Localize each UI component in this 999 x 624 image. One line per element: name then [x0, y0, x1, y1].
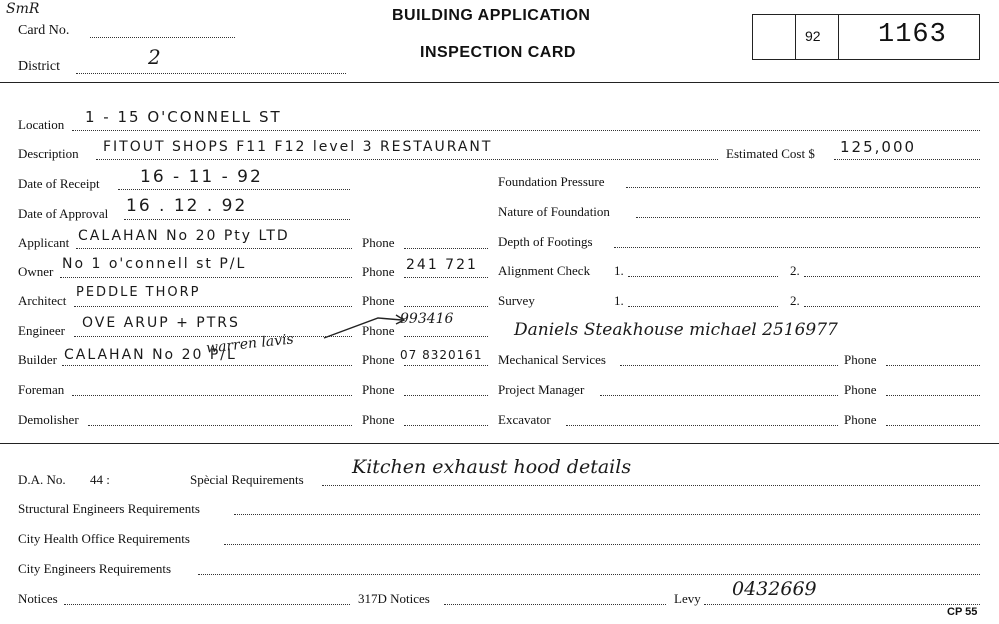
estimated-cost-label: Estimated Cost $: [726, 146, 815, 161]
engineer-line: [74, 336, 352, 337]
foundation-pressure-line: [626, 187, 980, 188]
mechanical-services-line: [620, 365, 838, 366]
owner-phone-value: 241 721: [406, 257, 478, 273]
date-of-approval-label: Date of Approval: [18, 206, 109, 221]
notices-317d-label: 317D Notices: [358, 591, 430, 606]
owner-phone-line: [404, 277, 488, 278]
box-number: 1163: [878, 20, 947, 50]
owner-phone-label: Phone: [362, 264, 395, 279]
levy-label: Levy: [674, 591, 701, 606]
builder-phone-line: [404, 365, 488, 366]
mechanical-services-label: Mechanical Services: [498, 352, 606, 367]
location-value: 1 - 15 O'CONNELL ST: [85, 108, 282, 126]
date-of-receipt-value: 16 - 11 - 92: [140, 167, 263, 187]
alignment-check-2-line: [804, 276, 980, 277]
project-manager-label: Project Manager: [498, 382, 585, 397]
notices-line: [64, 604, 350, 605]
box-divider-2: [838, 14, 839, 59]
demolisher-line: [88, 425, 352, 426]
owner-line: [60, 277, 352, 278]
box-divider-1: [795, 14, 796, 59]
levy-value: 0432669: [732, 578, 817, 600]
excavator-phone-label: Phone: [844, 412, 877, 427]
excavator-line: [566, 425, 838, 426]
date-of-approval-value: 16 . 12 . 92: [126, 196, 248, 216]
depth-of-footings-line: [614, 247, 980, 248]
special-requirements-label: Spècial Requirements: [190, 472, 304, 487]
city-engineers-requirements-line: [198, 574, 980, 575]
description-label: Description: [18, 146, 79, 161]
location-line: [72, 130, 980, 131]
architect-label: Architect: [18, 293, 67, 308]
builder-value: CALAHAN No 20 P/L: [64, 347, 237, 363]
district-line: [76, 73, 346, 74]
engineer-phone-line: [404, 336, 488, 337]
city-engineers-requirements-label: City Engineers Requirements: [18, 561, 172, 576]
engineer-value: OVE ARUP + PTRS: [82, 315, 240, 331]
engineer-arrow-icon: [320, 312, 410, 342]
mechanical-services-phone-label: Phone: [844, 352, 877, 367]
title-line-1: BUILDING APPLICATION: [392, 7, 591, 24]
structural-requirements-label: Structural Engineers Requirements: [18, 501, 200, 516]
estimated-cost-line: [834, 159, 980, 160]
card-no-line: [90, 37, 235, 38]
builder-label: Builder: [18, 352, 57, 367]
builder-line: [62, 365, 352, 366]
date-of-approval-line: [124, 219, 350, 220]
foreman-phone-label: Phone: [362, 382, 395, 397]
box-prefix: 92: [805, 28, 821, 44]
alignment-check-1-line: [628, 276, 778, 277]
architect-phone-label: Phone: [362, 293, 395, 308]
survey-2-line: [804, 306, 980, 307]
requirements-rule: [0, 443, 999, 444]
applicant-phone-line: [404, 248, 488, 249]
depth-of-footings-label: Depth of Footings: [498, 234, 593, 249]
project-manager-line: [600, 395, 838, 396]
health-requirements-line: [224, 544, 980, 545]
date-of-receipt-line: [118, 189, 350, 190]
special-requirements-value: Kitchen exhaust hood details: [352, 456, 632, 478]
survey-2-label: 2.: [790, 293, 800, 308]
description-value: FITOUT SHOPS F11 F12 level 3 RESTAURANT: [103, 139, 493, 155]
alignment-check-label: Alignment Check: [498, 263, 591, 278]
health-requirements-label: City Health Office Requirements: [18, 531, 190, 546]
excavator-phone-line: [886, 425, 980, 426]
special-requirements-line: [322, 485, 980, 486]
notices-label: Notices: [18, 591, 58, 606]
mechanical-services-phone-line: [886, 365, 980, 366]
foreman-label: Foreman: [18, 382, 65, 397]
alignment-check-2-label: 2.: [790, 263, 800, 278]
survey-label: Survey: [498, 293, 535, 308]
foreman-line: [72, 395, 352, 396]
survey-1-label: 1.: [614, 293, 624, 308]
architect-line: [74, 306, 352, 307]
district-value: 2: [148, 45, 161, 69]
notices-317d-line: [444, 604, 666, 605]
excavator-label: Excavator: [498, 412, 551, 427]
date-of-receipt-label: Date of Receipt: [18, 176, 100, 191]
survey-1-line: [628, 306, 778, 307]
demolisher-phone-line: [404, 425, 488, 426]
estimated-cost-value: 125,000: [840, 138, 917, 156]
applicant-phone-label: Phone: [362, 235, 395, 250]
nature-of-foundation-label: Nature of Foundation: [498, 204, 610, 219]
builder-phone-value: 07 8320161: [400, 348, 483, 362]
da-no-label: D.A. No.: [18, 472, 66, 487]
engineer-phone-label: Phone: [362, 323, 395, 338]
form-code: CP 55: [947, 606, 978, 618]
levy-line: [704, 604, 980, 605]
demolisher-phone-label: Phone: [362, 412, 395, 427]
title-line-2: INSPECTION CARD: [420, 44, 576, 61]
alignment-check-1-label: 1.: [614, 263, 624, 278]
engineer-phone-value: 993416: [400, 311, 454, 327]
location-label: Location: [18, 117, 65, 132]
project-manager-phone-line: [886, 395, 980, 396]
header-rule: [0, 82, 999, 83]
engineer-label: Engineer: [18, 323, 65, 338]
da-no-value: 44 :: [90, 472, 110, 487]
foundation-pressure-label: Foundation Pressure: [498, 174, 605, 189]
architect-phone-line: [404, 306, 488, 307]
owner-value: No 1 o'connell st P/L: [62, 256, 247, 272]
nature-of-foundation-line: [636, 217, 980, 218]
architect-value: PEDDLE THORP: [76, 285, 201, 300]
side-note-value: Daniels Steakhouse michael 2516977: [514, 320, 838, 340]
structural-requirements-line: [234, 514, 980, 515]
builder-phone-label: Phone: [362, 352, 395, 367]
owner-label: Owner: [18, 264, 54, 279]
description-line: [96, 159, 718, 160]
district-label: District: [18, 59, 60, 74]
applicant-label: Applicant: [18, 235, 70, 250]
project-manager-phone-label: Phone: [844, 382, 877, 397]
engineer-extra-value: warren lavis: [205, 331, 295, 357]
applicant-value: CALAHAN No 20 Pty LTD: [78, 228, 290, 244]
foreman-phone-line: [404, 395, 488, 396]
applicant-line: [76, 248, 352, 249]
card-no-label: Card No.: [18, 23, 70, 38]
demolisher-label: Demolisher: [18, 412, 79, 427]
stamp-initials: SmR: [6, 1, 40, 17]
